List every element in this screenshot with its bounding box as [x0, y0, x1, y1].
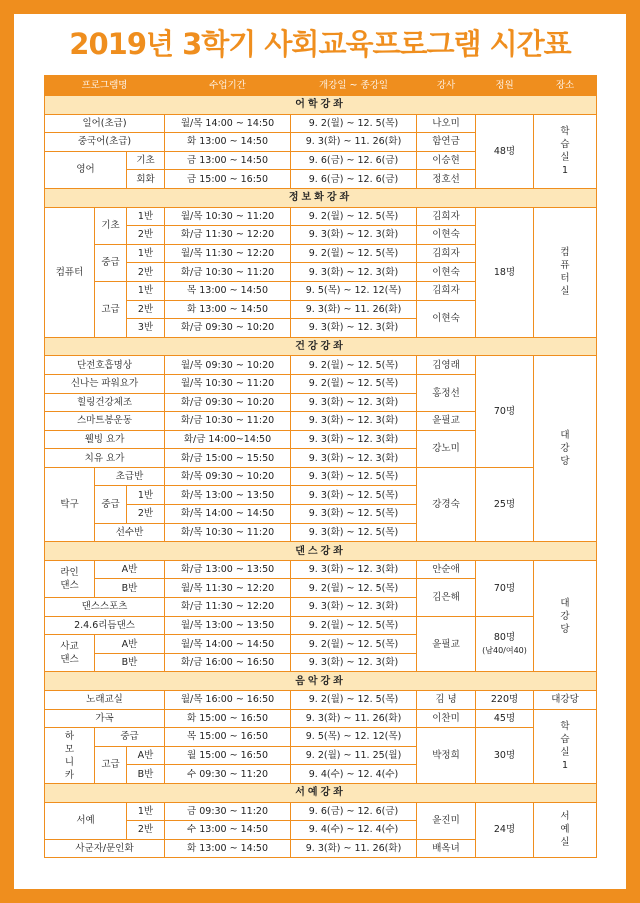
class-time: 월 15:00 ~ 16:50	[165, 746, 291, 765]
class-dates: 9. 3(화) ~ 11. 26(화)	[291, 839, 417, 858]
class-dates: 9. 5(목) ~ 12. 12(목)	[291, 281, 417, 300]
class-time: 화/금 10:30 ~ 11:20	[165, 412, 291, 431]
teacher: 함연금	[417, 133, 476, 152]
class-time: 화 13:00 ~ 14:50	[165, 133, 291, 152]
section-dance: 댄스강좌	[45, 542, 597, 561]
class-level: 중급	[95, 486, 127, 523]
class-time: 월/목 14:00 ~ 14:50	[165, 114, 291, 133]
class-time: 화 13:00 ~ 14:50	[165, 300, 291, 319]
class-group: 1반	[127, 281, 165, 300]
class-level: 중급	[95, 244, 127, 281]
class-time: 화/목 09:30 ~ 10:20	[165, 467, 291, 486]
capacity: 25명	[476, 467, 534, 541]
class-time: 화/금 13:00 ~ 13:50	[165, 560, 291, 579]
capacity: 220명	[476, 691, 534, 710]
class-dates: 9. 3(화) ~ 12. 3(화)	[291, 319, 417, 338]
header-dates: 개강일 ~ 종강일	[291, 76, 417, 96]
place: 서예실	[534, 802, 597, 858]
table-row	[45, 467, 597, 486]
place: 학습실1	[534, 709, 597, 783]
class-time: 금 15:00 ~ 16:50	[165, 170, 291, 189]
program-name: 중국어(초급)	[45, 133, 165, 152]
teacher: 김희자	[417, 281, 476, 300]
class-group: A반	[95, 560, 165, 579]
class-time: 화 13:00 ~ 14:50	[165, 839, 291, 858]
class-group: 2반	[127, 226, 165, 245]
class-time: 월/목 16:00 ~ 16:50	[165, 691, 291, 710]
capacity: 30명	[476, 728, 534, 784]
class-group: 3반	[127, 319, 165, 338]
program-name: 신나는 파워요가	[45, 374, 165, 393]
class-group: 1반	[127, 244, 165, 263]
program-name: 2.4.6리듬댄스	[45, 616, 165, 635]
class-time: 월/목 10:30 ~ 11:20	[165, 207, 291, 226]
class-dates: 9. 2(월) ~ 12. 5(목)	[291, 691, 417, 710]
teacher: 안순애	[417, 560, 476, 579]
class-dates: 9. 3(화) ~ 12. 3(화)	[291, 412, 417, 431]
program-name: 탁구	[45, 467, 95, 541]
class-level: 기초	[95, 207, 127, 244]
teacher: 박정희	[417, 728, 476, 784]
class-group: 2반	[127, 821, 165, 840]
class-dates: 9. 3(화) ~ 12. 5(목)	[291, 523, 417, 542]
section-language: 어학강좌	[45, 96, 597, 115]
class-dates: 9. 2(월) ~ 12. 5(목)	[291, 374, 417, 393]
section-health: 건강강좌	[45, 337, 597, 356]
class-time: 화/목 10:30 ~ 11:20	[165, 523, 291, 542]
class-level: 고급	[95, 746, 127, 783]
class-dates: 9. 3(화) ~ 12. 3(화)	[291, 598, 417, 617]
class-dates: 9. 3(화) ~ 11. 26(화)	[291, 709, 417, 728]
class-dates: 9. 6(금) ~ 12. 6(금)	[291, 151, 417, 170]
header-program: 프로그램명	[45, 76, 165, 96]
class-dates: 9. 3(화) ~ 11. 26(화)	[291, 300, 417, 319]
class-group: 2반	[127, 300, 165, 319]
teacher: 김 녕	[417, 691, 476, 710]
class-time: 화/금 10:30 ~ 11:20	[165, 263, 291, 282]
class-dates: 9. 3(화) ~ 12. 3(화)	[291, 226, 417, 245]
program-name: 스마트봉운동	[45, 412, 165, 431]
class-level: 회화	[127, 170, 165, 189]
table-row	[45, 691, 597, 710]
class-group: 1반	[127, 802, 165, 821]
teacher: 정호선	[417, 170, 476, 189]
teacher: 이현숙	[417, 263, 476, 282]
class-group: 2반	[127, 263, 165, 282]
schedule-table	[44, 75, 597, 858]
program-name: 노래교실	[45, 691, 165, 710]
capacity: 48명	[476, 114, 534, 188]
class-group: B반	[127, 765, 165, 784]
teacher: 김희자	[417, 244, 476, 263]
place: 대강당	[534, 356, 597, 542]
header-row	[45, 76, 597, 96]
program-name: 치유 요가	[45, 449, 165, 468]
table-row	[45, 560, 597, 579]
table-row	[45, 114, 597, 133]
capacity: 70명	[476, 356, 534, 468]
class-dates: 9. 5(목) ~ 12. 12(목)	[291, 728, 417, 747]
class-time: 목 15:00 ~ 16:50	[165, 728, 291, 747]
class-dates: 9. 2(월) ~ 12. 5(목)	[291, 616, 417, 635]
capacity: 80명 (남40/여40)	[476, 616, 534, 672]
class-dates: 9. 3(화) ~ 12. 3(화)	[291, 560, 417, 579]
table-row	[45, 728, 597, 747]
class-group: A반	[95, 635, 165, 654]
teacher: 이현숙	[417, 300, 476, 337]
class-time: 월/목 11:30 ~ 12:20	[165, 579, 291, 598]
program-name: 컴퓨터	[45, 207, 95, 337]
table-row	[45, 356, 597, 375]
table-row	[45, 207, 597, 226]
teacher: 이찬미	[417, 709, 476, 728]
class-level: 기초	[127, 151, 165, 170]
class-group: 1반	[127, 486, 165, 505]
place: 대강당	[534, 691, 597, 710]
header-capacity: 정원	[476, 76, 534, 96]
program-name: 일어(초급)	[45, 114, 165, 133]
teacher: 윤필교	[417, 412, 476, 431]
program-name: 단전호흡명상	[45, 356, 165, 375]
class-level: 선수반	[95, 523, 165, 542]
class-dates: 9. 4(수) ~ 12. 4(수)	[291, 821, 417, 840]
class-level: 중급	[95, 728, 165, 747]
class-group: A반	[127, 746, 165, 765]
class-time: 화/금 16:00 ~ 16:50	[165, 653, 291, 672]
section-music: 음악강좌	[45, 672, 597, 691]
teacher: 강노미	[417, 430, 476, 467]
class-time: 월/목 14:00 ~ 14:50	[165, 635, 291, 654]
class-time: 월/목 10:30 ~ 11:20	[165, 374, 291, 393]
program-name: 하모니카	[45, 728, 95, 784]
class-dates: 9. 3(화) ~ 12. 3(화)	[291, 430, 417, 449]
section-calligraphy: 서예강좌	[45, 783, 597, 802]
teacher: 나오미	[417, 114, 476, 133]
class-group: B반	[95, 653, 165, 672]
class-time: 화/금 09:30 ~ 10:20	[165, 319, 291, 338]
teacher: 윤진미	[417, 802, 476, 839]
table-row	[45, 709, 597, 728]
class-dates: 9. 3(화) ~ 12. 3(화)	[291, 653, 417, 672]
class-dates: 9. 3(화) ~ 11. 26(화)	[291, 133, 417, 152]
header-teacher: 강사	[417, 76, 476, 96]
class-level: 초급반	[95, 467, 165, 486]
teacher: 홍정선	[417, 374, 476, 411]
class-dates: 9. 2(월) ~ 12. 5(목)	[291, 356, 417, 375]
class-dates: 9. 2(월) ~ 12. 5(목)	[291, 114, 417, 133]
class-time: 화 15:00 ~ 16:50	[165, 709, 291, 728]
class-time: 화/금 09:30 ~ 10:20	[165, 393, 291, 412]
teacher: 김은해	[417, 579, 476, 616]
class-time: 월/목 13:00 ~ 13:50	[165, 616, 291, 635]
capacity: 45명	[476, 709, 534, 728]
class-dates: 9. 3(화) ~ 12. 3(화)	[291, 263, 417, 282]
class-time: 화/금 11:30 ~ 12:20	[165, 226, 291, 245]
class-dates: 9. 2(월) ~ 12. 5(목)	[291, 579, 417, 598]
header-time: 수업기간	[165, 76, 291, 96]
place: 컴퓨터실	[534, 207, 597, 337]
class-time: 화/목 14:00 ~ 14:50	[165, 505, 291, 524]
teacher: 배옥녀	[417, 839, 476, 858]
class-group: 1반	[127, 207, 165, 226]
class-level: 고급	[95, 281, 127, 337]
program-name: 서예	[45, 802, 127, 839]
class-time: 수 09:30 ~ 11:20	[165, 765, 291, 784]
class-time: 화/금 15:00 ~ 15:50	[165, 449, 291, 468]
class-dates: 9. 2(월) ~ 12. 5(목)	[291, 207, 417, 226]
class-dates: 9. 6(금) ~ 12. 6(금)	[291, 170, 417, 189]
class-dates: 9. 2(월) ~ 12. 5(목)	[291, 244, 417, 263]
class-dates: 9. 4(수) ~ 12. 4(수)	[291, 765, 417, 784]
class-time: 금 13:00 ~ 14:50	[165, 151, 291, 170]
table-row	[45, 802, 597, 821]
program-name: 웰빙 요가	[45, 430, 165, 449]
capacity: 18명	[476, 207, 534, 337]
class-dates: 9. 2(월) ~ 11. 25(월)	[291, 746, 417, 765]
teacher: 김영래	[417, 356, 476, 375]
class-time: 화/금 11:30 ~ 12:20	[165, 598, 291, 617]
teacher: 윤필교	[417, 616, 476, 672]
class-dates: 9. 3(화) ~ 12. 5(목)	[291, 486, 417, 505]
class-time: 화/목 13:00 ~ 13:50	[165, 486, 291, 505]
program-name: 영어	[45, 151, 127, 188]
capacity: 70명	[476, 560, 534, 616]
page-title: 2019년 3학기 사회교육프로그램 시간표	[69, 27, 571, 61]
section-information: 정보화강좌	[45, 188, 597, 207]
teacher: 이현숙	[417, 226, 476, 245]
program-name: 사군자/문인화	[45, 839, 165, 858]
program-name: 라인 댄스	[45, 560, 95, 597]
program-name: 사교 댄스	[45, 635, 95, 672]
class-group: B반	[95, 579, 165, 598]
teacher: 강경숙	[417, 467, 476, 541]
class-dates: 9. 6(금) ~ 12. 6(금)	[291, 802, 417, 821]
program-name: 가곡	[45, 709, 165, 728]
place: 대강당	[534, 560, 597, 672]
class-time: 목 13:00 ~ 14:50	[165, 281, 291, 300]
program-name: 힐링건강체조	[45, 393, 165, 412]
class-time: 화/금 14:00~14:50	[165, 430, 291, 449]
header-place: 장소	[534, 76, 597, 96]
class-dates: 9. 2(월) ~ 12. 5(목)	[291, 635, 417, 654]
teacher: 김희자	[417, 207, 476, 226]
class-dates: 9. 3(화) ~ 12. 3(화)	[291, 393, 417, 412]
class-time: 월/목 11:30 ~ 12:20	[165, 244, 291, 263]
class-dates: 9. 3(화) ~ 12. 5(목)	[291, 467, 417, 486]
class-time: 수 13:00 ~ 14:50	[165, 821, 291, 840]
class-dates: 9. 3(화) ~ 12. 3(화)	[291, 449, 417, 468]
class-time: 금 09:30 ~ 11:20	[165, 802, 291, 821]
teacher: 이승현	[417, 151, 476, 170]
class-group: 2반	[127, 505, 165, 524]
class-time: 월/목 09:30 ~ 10:20	[165, 356, 291, 375]
place: 학습실1	[534, 114, 597, 188]
class-dates: 9. 3(화) ~ 12. 5(목)	[291, 505, 417, 524]
capacity: 24명	[476, 802, 534, 858]
table-row	[45, 616, 597, 635]
program-name: 댄스스포츠	[45, 598, 165, 617]
